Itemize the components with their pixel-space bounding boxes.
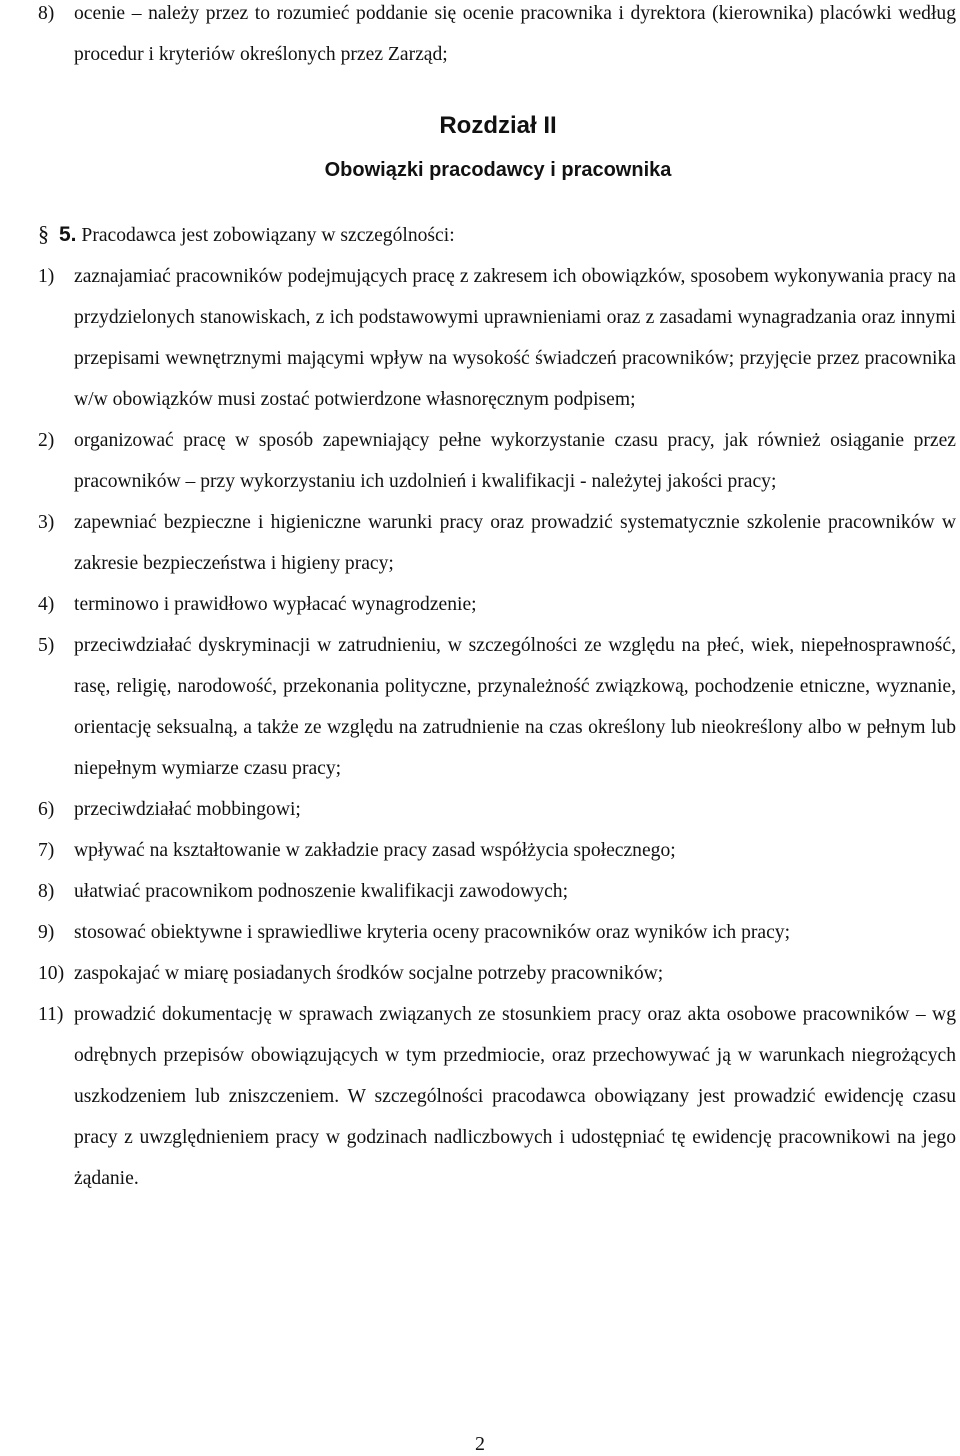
item-number: 7)	[38, 840, 55, 861]
item-text: zaznajamiać pracowników podejmujących pracę z zakresem ich obowiązków, sposobem wykonywania pracy na przydzielonych stanowiskach, z ich podstawowymi uprawnieniami oraz z zasadami wynagradzania oraz innymi przepisami wewnętrznymi mającymi wpływ na wysokość świadczeń pracowników; przyjęcie przez pracownika w/w obowiązków musi zostać potwierdzone własnoręcznym podpisem;	[74, 266, 956, 410]
item-text: wpływać na kształtowanie w zakładzie pracy zasad współżycia społecznego;	[74, 840, 676, 861]
item-text: organizować pracę w sposób zapewniający pełne wykorzystanie czasu pracy, jak również osiąganie przez pracowników – przy wykorzystaniu ich uzdolnień i kwalifikacji - należytej jakości pracy;	[74, 430, 956, 492]
list-item	[38, 953, 958, 994]
section-text: Pracodawca jest zobowiązany w szczególności:	[81, 225, 455, 246]
item-text: ułatwiać pracownikom podnoszenie kwalifikacji zawodowych;	[74, 881, 569, 902]
list-item	[38, 912, 958, 953]
section-number: 5.	[59, 223, 77, 246]
page-number: 2	[475, 1433, 485, 1455]
document-page	[38, 0, 958, 1199]
section-heading	[38, 213, 958, 256]
item-number: 8)	[38, 881, 55, 902]
item-text: stosować obiektywne i sprawiedliwe kryteria oceny pracowników oraz wyników ich pracy;	[74, 922, 791, 943]
list-item	[38, 625, 958, 789]
item-number: 9)	[38, 922, 55, 943]
item-number: 6)	[38, 799, 55, 820]
chapter-title: Rozdział II	[439, 112, 557, 139]
item-number: 5)	[38, 635, 55, 656]
list-item	[38, 830, 958, 871]
definition-item-8	[38, 0, 958, 75]
item-text: ocenie – należy przez to rozumieć poddanie się ocenie pracownika i dyrektora (kierownika) placówki według procedur i kryteriów określonych przez Zarząd;	[74, 3, 956, 65]
chapter-subtitle: Obowiązki pracodawcy i pracownika	[324, 159, 672, 181]
item-number: 10)	[38, 963, 65, 984]
item-text: terminowo i prawidłowo wypłacać wynagrodzenie;	[74, 594, 477, 615]
list-item	[38, 502, 958, 584]
item-number: 2)	[38, 430, 55, 451]
item-text: zaspokajać w miarę posiadanych środków socjalne potrzeby pracowników;	[74, 963, 664, 984]
list-item	[38, 256, 958, 420]
item-text: prowadzić dokumentację w sprawach związanych ze stosunkiem pracy oraz akta osobowe pracowników – wg odrębnych przepisów obowiązujących w tym przedmiocie, oraz przechowywać ją w warunkach niegrożących uszkodzeniem lub zniszczeniem. W szczególności pracodawca obowiązany jest prowadzić ewidencję czasu pracy z uwzględnieniem pracy w godzinach nadliczbowych i udostępniać tę ewidencję pracownikowi na jego żądanie.	[74, 1004, 956, 1189]
item-text: przeciwdziałać dyskryminacji w zatrudnieniu, w szczególności ze względu na płeć, wiek, niepełnosprawność, rasę, religię, narodowość, przekonania polityczne, przynależność związkową, pochodzenie etniczne, wyznanie, orientację seksualną, a także ze względu na zatrudnienie na czas określony lub nieokreślony albo w pełnym lub niepełnym wymiarze czasu pracy;	[74, 635, 956, 779]
obligations-list	[38, 256, 958, 1199]
item-number: 3)	[38, 512, 55, 533]
list-item	[38, 584, 958, 625]
section-symbol: §	[38, 221, 49, 246]
item-number: 8)	[38, 3, 55, 24]
item-text: przeciwdziałać mobbingowi;	[74, 799, 301, 820]
item-text: zapewniać bezpieczne i higieniczne warunki pracy oraz prowadzić systematycznie szkolenie pracowników w zakresie bezpieczeństwa i higieny pracy;	[74, 512, 956, 574]
list-item	[38, 994, 958, 1199]
list-item	[38, 420, 958, 502]
list-item	[38, 871, 958, 912]
item-number: 11)	[38, 1004, 64, 1025]
list-item	[38, 789, 958, 830]
item-number: 4)	[38, 594, 55, 615]
item-number: 1)	[38, 266, 55, 287]
